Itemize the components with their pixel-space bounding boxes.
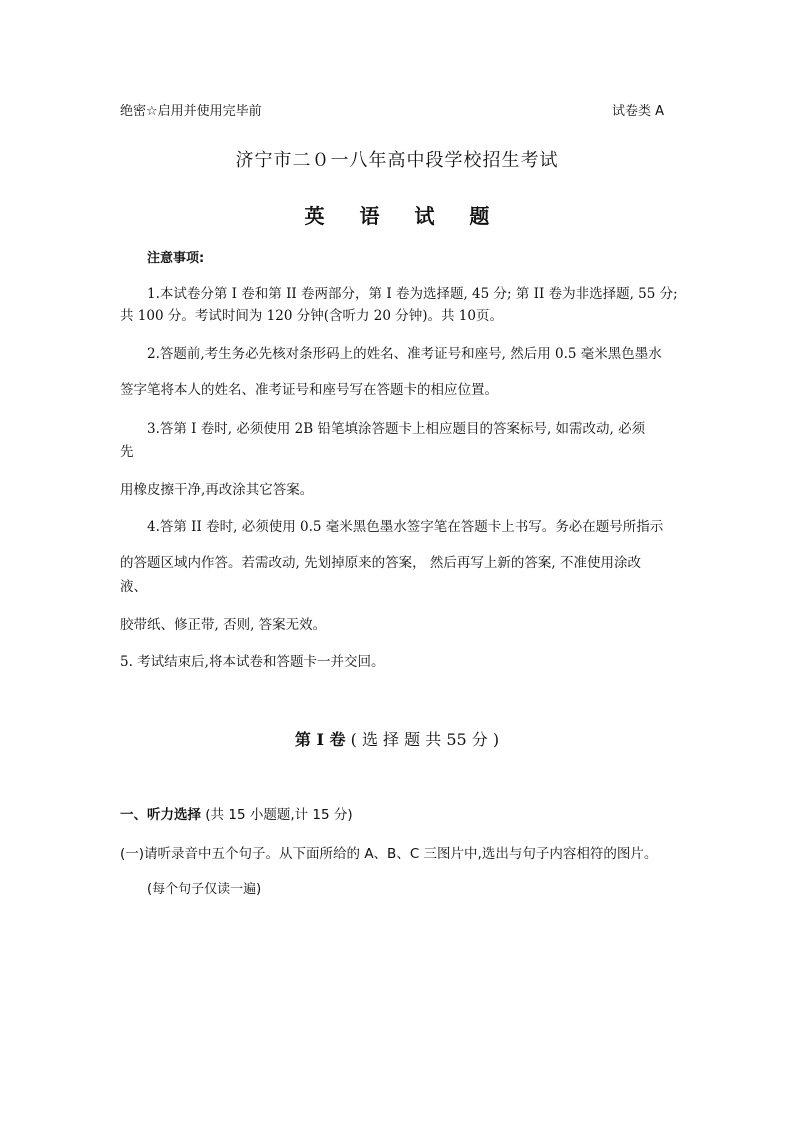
notice-line-5: 3.答第 I 卷时, 必须使用 2B 铅笔填涂答题卡上相应题目的答案标号, 如需改动, 必须 [147,421,646,437]
subject-title: 英 语 试 题 [304,204,504,228]
section-title [0,727,794,750]
notice-line-10: 液、 [120,579,147,595]
notice-line-7: 用橡皮擦干净,再改涂其它答案。 [120,482,314,498]
listening-note: (每个句子仅读一遍) [147,882,262,897]
part-one-detail: (共 15 小题题,计 15 分) [201,807,353,823]
notice-line-4: 签字笔将本人的姓名、准考证号和座号写在答题卡的相应位置。 [120,382,498,398]
notice-line-3: 2.答题前,考生务必先核对条形码上的姓名、准考证号和座号, 然后用 0.5 毫米黑色墨水 [147,346,662,362]
part-one-title: 一、听力选择 [120,807,201,823]
notice-line-11: 胶带纸、修正带, 否则, 答案无效。 [120,617,327,633]
notice-line-1: 1.本试卷分第 I 卷和第 II 卷两部分，第 I 卷为选择题, 45 分; 第 II 卷为非选择题, 55 分; [147,286,678,302]
part-one-heading [120,803,353,823]
confidential-label: 绝密☆启用并使用完毕前 [120,104,262,119]
notice-heading: 注意事项: [147,251,205,266]
section-part-label: 第 I 卷 [294,730,346,749]
listening-instruction: (一)请听录音中五个句子。从下面所给的 A、B、C 三图片中,选出与句子内容相符的图片。 [120,846,658,862]
notice-line-9: 的答题区域内作答。若需改动, 先划掉原来的答案， 然后再写上新的答案, 不准使用涂改 [120,555,641,571]
section-part-detail: ( 选 择 题 共 55 分 ) [350,730,500,749]
notice-line-2: 共 100 分。考试时间为 120 分钟(含听力 20 分钟)。共 10页。 [120,308,503,324]
paper-type-label: 试卷类 A [611,104,664,119]
notice-line-6: 先 [120,444,134,460]
exam-title: 济宁市二０一八年高中段学校招生考试 [235,150,559,171]
notice-line-12: 5. 考试结束后,将本试卷和答题卡一并交回。 [120,654,385,670]
notice-line-8: 4.答第 II 卷时, 必须使用 0.5 毫米黑色墨水签字笔在答题卡上书写。务必在题号所指示 [147,519,664,535]
